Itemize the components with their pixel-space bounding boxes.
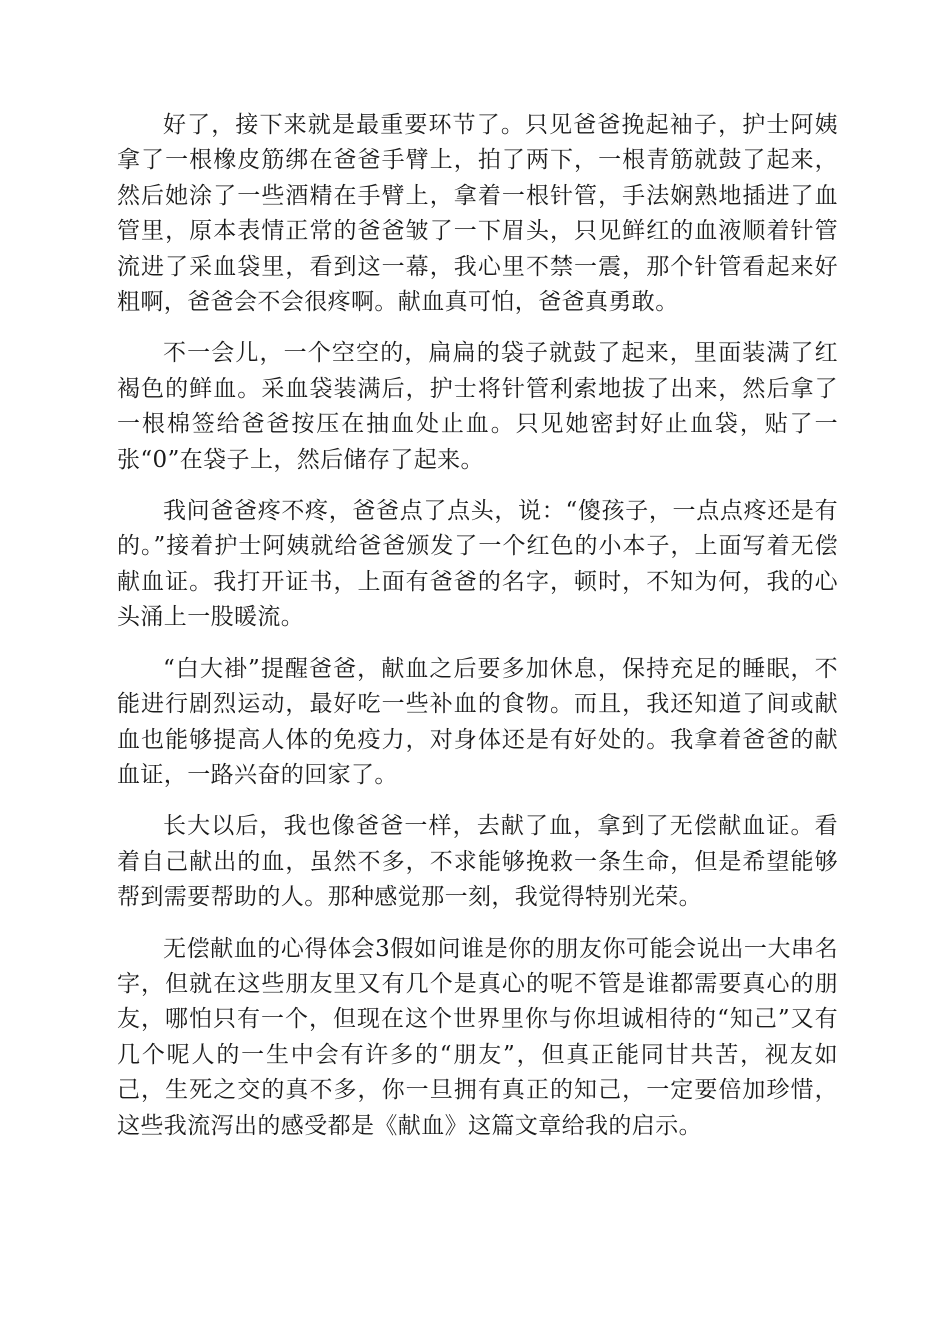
paragraph-1: 好了，接下来就是最重要环节了。只见爸爸挽起袖子，护士阿姨拿了一根橡皮筋绑在爸爸手臂上，拍了两下，一根青筋就鼓了起来，然后她涂了一些酒精在手臂上，拿着一根针管，手法娴熟地插进了血管里，原本表情正常的爸爸皱了一下眉头，只见鲜红的血液顺着针管流进了采血袋里，看到这一幕，我心里不禁一震，那个针管看起来好粗啊，爸爸会不会很疼啊。献血真可怕，爸爸真勇敢。 bbox=[117, 112, 838, 316]
paragraph-5: 长大以后，我也像爸爸一样，去献了血，拿到了无偿献血证。看着自己献出的血，虽然不多，不求能够挽救一条生命，但是希望能够帮到需要帮助的人。那种感觉那一刻，我觉得特别光荣。 bbox=[117, 813, 838, 911]
paragraph-4: “白大褂”提醒爸爸，献血之后要多加休息，保持充足的睡眠，不能进行剧烈运动，最好吃一些补血的食物。而且，我还知道了间或献血也能够提高人体的免疫力，对身体还是有好处的。我拿着爸爸的献血证，一路兴奋的回家了。 bbox=[117, 655, 838, 788]
paragraph-2: 不一会儿，一个空空的，扁扁的袋子就鼓了起来，里面装满了红褐色的鲜血。采血袋装满后，护士将针管利索地拔了出来，然后拿了一根棉签给爸爸按压在抽血处止血。只见她密封好止血袋，贴了一张“0”在袋子上，然后储存了起来。 bbox=[117, 340, 838, 473]
paragraph-3: 我问爸爸疼不疼，爸爸点了点头，说：“傻孩子，一点点疼还是有的。”接着护士阿姨就给爸爸颁发了一个红色的小本子，上面写着无偿献血证。我打开证书，上面有爸爸的名字，顿时，不知为何，我的心头涌上一股暖流。 bbox=[117, 498, 838, 631]
paragraph-6: 无偿献血的心得体会3假如问谁是你的朋友你可能会说出一大串名字，但就在这些朋友里又有几个是真心的呢不管是谁都需要真心的朋友，哪怕只有一个，但现在这个世界里你与你坦诚相待的“知己”又有几个呢人的一生中会有许多的“朋友”，但真正能同甘共苦，视友如己，生死之交的真不多，你一旦拥有真正的知己，一定要倍加珍惜，这些我流泻出的感受都是《献血》这篇文章给我的启示。 bbox=[117, 935, 838, 1139]
